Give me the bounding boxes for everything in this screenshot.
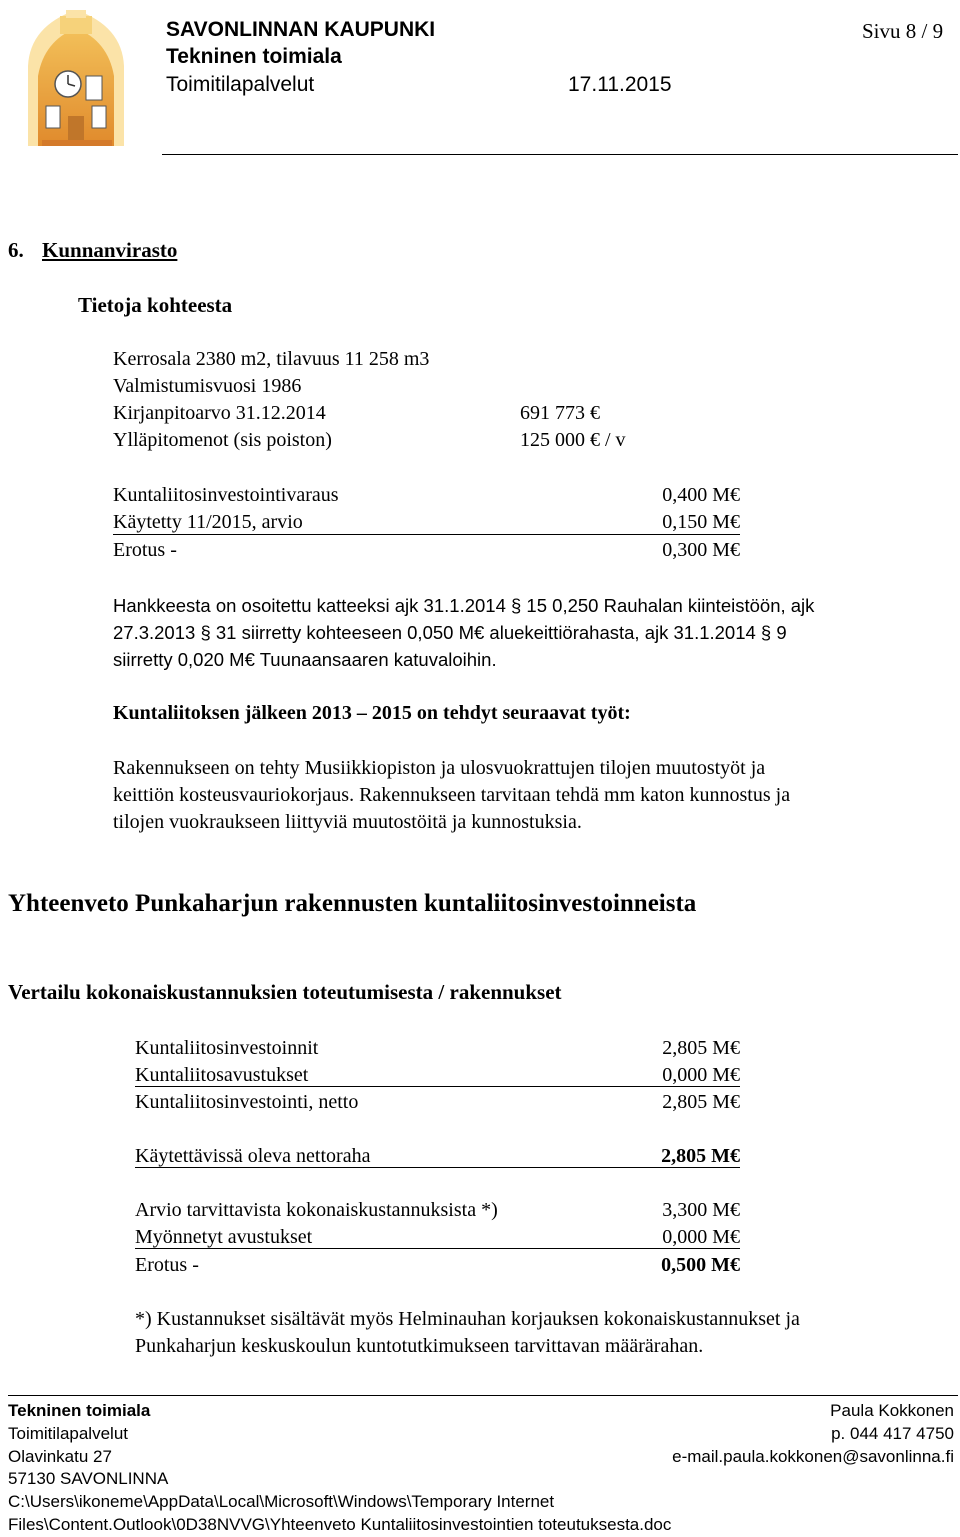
- city-logo: [20, 6, 132, 152]
- summary-label: Kuntaliitosavustukset: [135, 1064, 309, 1086]
- footer-right-line: p. 044 417 4750: [831, 1424, 954, 1443]
- summary-value: 2,805 M€: [662, 1037, 740, 1059]
- hankkeesta-line: 27.3.2013 § 31 siirretty kohteeseen 0,050 M€ aluekeittiörahasta, ajk 31.1.2014 § 9: [113, 622, 787, 643]
- section-heading: Kunnanvirasto: [42, 238, 178, 262]
- yllapito-label: Ylläpitomenot (sis poiston): [113, 429, 332, 451]
- header-date: 17.11.2015: [568, 73, 672, 96]
- header-divider: [162, 154, 958, 155]
- footer-left-line: 57130 SAVONLINNA: [8, 1469, 169, 1488]
- available-value: 2,805 M€: [661, 1145, 740, 1167]
- invest-label: Käytetty 11/2015, arvio: [113, 511, 303, 533]
- footnote-line: *) Kustannukset sisältävät myös Helminauhan korjauksen kokonaiskustannukset ja: [135, 1308, 800, 1330]
- summary-value: 0,000 M€: [662, 1064, 740, 1086]
- sum-underline: [113, 534, 740, 535]
- works-line: tilojen vuokraukseen liittyviä muutostöitä ja kunnostuksia.: [113, 811, 582, 833]
- header-dept: Tekninen toimiala: [166, 45, 342, 68]
- header-unit: Toimitilapalvelut: [166, 73, 315, 96]
- invest-label: Erotus -: [113, 539, 177, 561]
- footer-left-line: Files\Content.Outlook\0D38NVVG\Yhteenveto Kuntaliitosinvestointien toteutuksesta.doc: [8, 1515, 672, 1534]
- fact-line: Valmistumisvuosi 1986: [113, 375, 302, 397]
- works-heading: Kuntaliitoksen jälkeen 2013 – 2015 on tehdyt seuraavat työt:: [113, 702, 631, 724]
- header-org: SAVONLINNAN KAUPUNKI: [166, 18, 436, 41]
- hankkeesta-line: Hankkeesta on osoitettu katteeksi ajk 31.1.2014 § 15 0,250 Rauhalan kiinteistöön, ajk: [113, 595, 815, 616]
- sum-underline: [135, 1086, 740, 1087]
- page-number: Sivu 8 / 9: [862, 19, 944, 43]
- footer-right-line: Paula Kokkonen: [830, 1401, 954, 1420]
- summary-label: Erotus -: [135, 1254, 199, 1276]
- available-label: Käytettävissä oleva nettoraha: [135, 1145, 371, 1167]
- summary-value: 2,805 M€: [662, 1091, 740, 1113]
- hankkeesta-line: siirretty 0,020 M€ Tuunaansaaren katuvaloihin.: [113, 649, 497, 670]
- footnote-line: Punkaharjun keskuskoulun kuntotutkimukseen tarvittavan määrärahan.: [135, 1335, 704, 1357]
- summary-subtitle: Vertailu kokonaiskustannuksien toteutumisesta / rakennukset: [8, 980, 562, 1004]
- footer-left-line: C:\Users\ikoneme\AppData\Local\Microsoft\Windows\Temporary Internet: [8, 1492, 555, 1511]
- works-line: Rakennukseen on tehty Musiikkiopiston ja ulosvuokrattujen tilojen muutostyöt ja: [113, 757, 766, 779]
- summary-label: Kuntaliitosinvestoinnit: [135, 1037, 319, 1059]
- section-number: 6.: [8, 238, 24, 262]
- footer-divider: [8, 1395, 958, 1396]
- sum-underline: [135, 1248, 740, 1249]
- fact-line: Kerrosala 2380 m2, tilavuus 11 258 m3: [113, 348, 430, 370]
- summary-value: 0,500 M€: [661, 1254, 740, 1276]
- footer-left-line: Toimitilapalvelut: [8, 1424, 128, 1443]
- summary-label: Myönnetyt avustukset: [135, 1226, 313, 1248]
- summary-label: Kuntaliitosinvestointi, netto: [135, 1091, 359, 1113]
- invest-value: 0,400 M€: [662, 484, 740, 506]
- summary-value: 0,000 M€: [662, 1226, 740, 1248]
- summary-title: Yhteenveto Punkaharjun rakennusten kuntaliitosinvestoinneista: [8, 890, 697, 917]
- works-line: keittiön kosteusvauriokorjaus. Rakennukseen tarvitaan tehdä mm katon kunnostus ja: [113, 784, 791, 806]
- footer-left-line: Olavinkatu 27: [8, 1447, 112, 1466]
- kirjanpito-label: Kirjanpitoarvo 31.12.2014: [113, 402, 326, 424]
- summary-value: 3,300 M€: [662, 1199, 740, 1221]
- footer-left-line: Tekninen toimiala: [8, 1401, 151, 1420]
- kirjanpito-value: 691 773 €: [520, 402, 600, 424]
- footer-email[interactable]: e-mail.paula.kokkonen@savonlinna.fi: [672, 1447, 954, 1466]
- invest-label: Kuntaliitosinvestointivaraus: [113, 484, 339, 506]
- yllapito-value: 125 000 € / v: [520, 429, 626, 451]
- invest-value: 0,150 M€: [662, 511, 740, 533]
- subheading: Tietoja kohteesta: [78, 293, 233, 317]
- invest-value: 0,300 M€: [662, 539, 740, 561]
- sum-underline: [135, 1167, 740, 1168]
- summary-label: Arvio tarvittavista kokonaiskustannuksista *): [135, 1199, 498, 1221]
